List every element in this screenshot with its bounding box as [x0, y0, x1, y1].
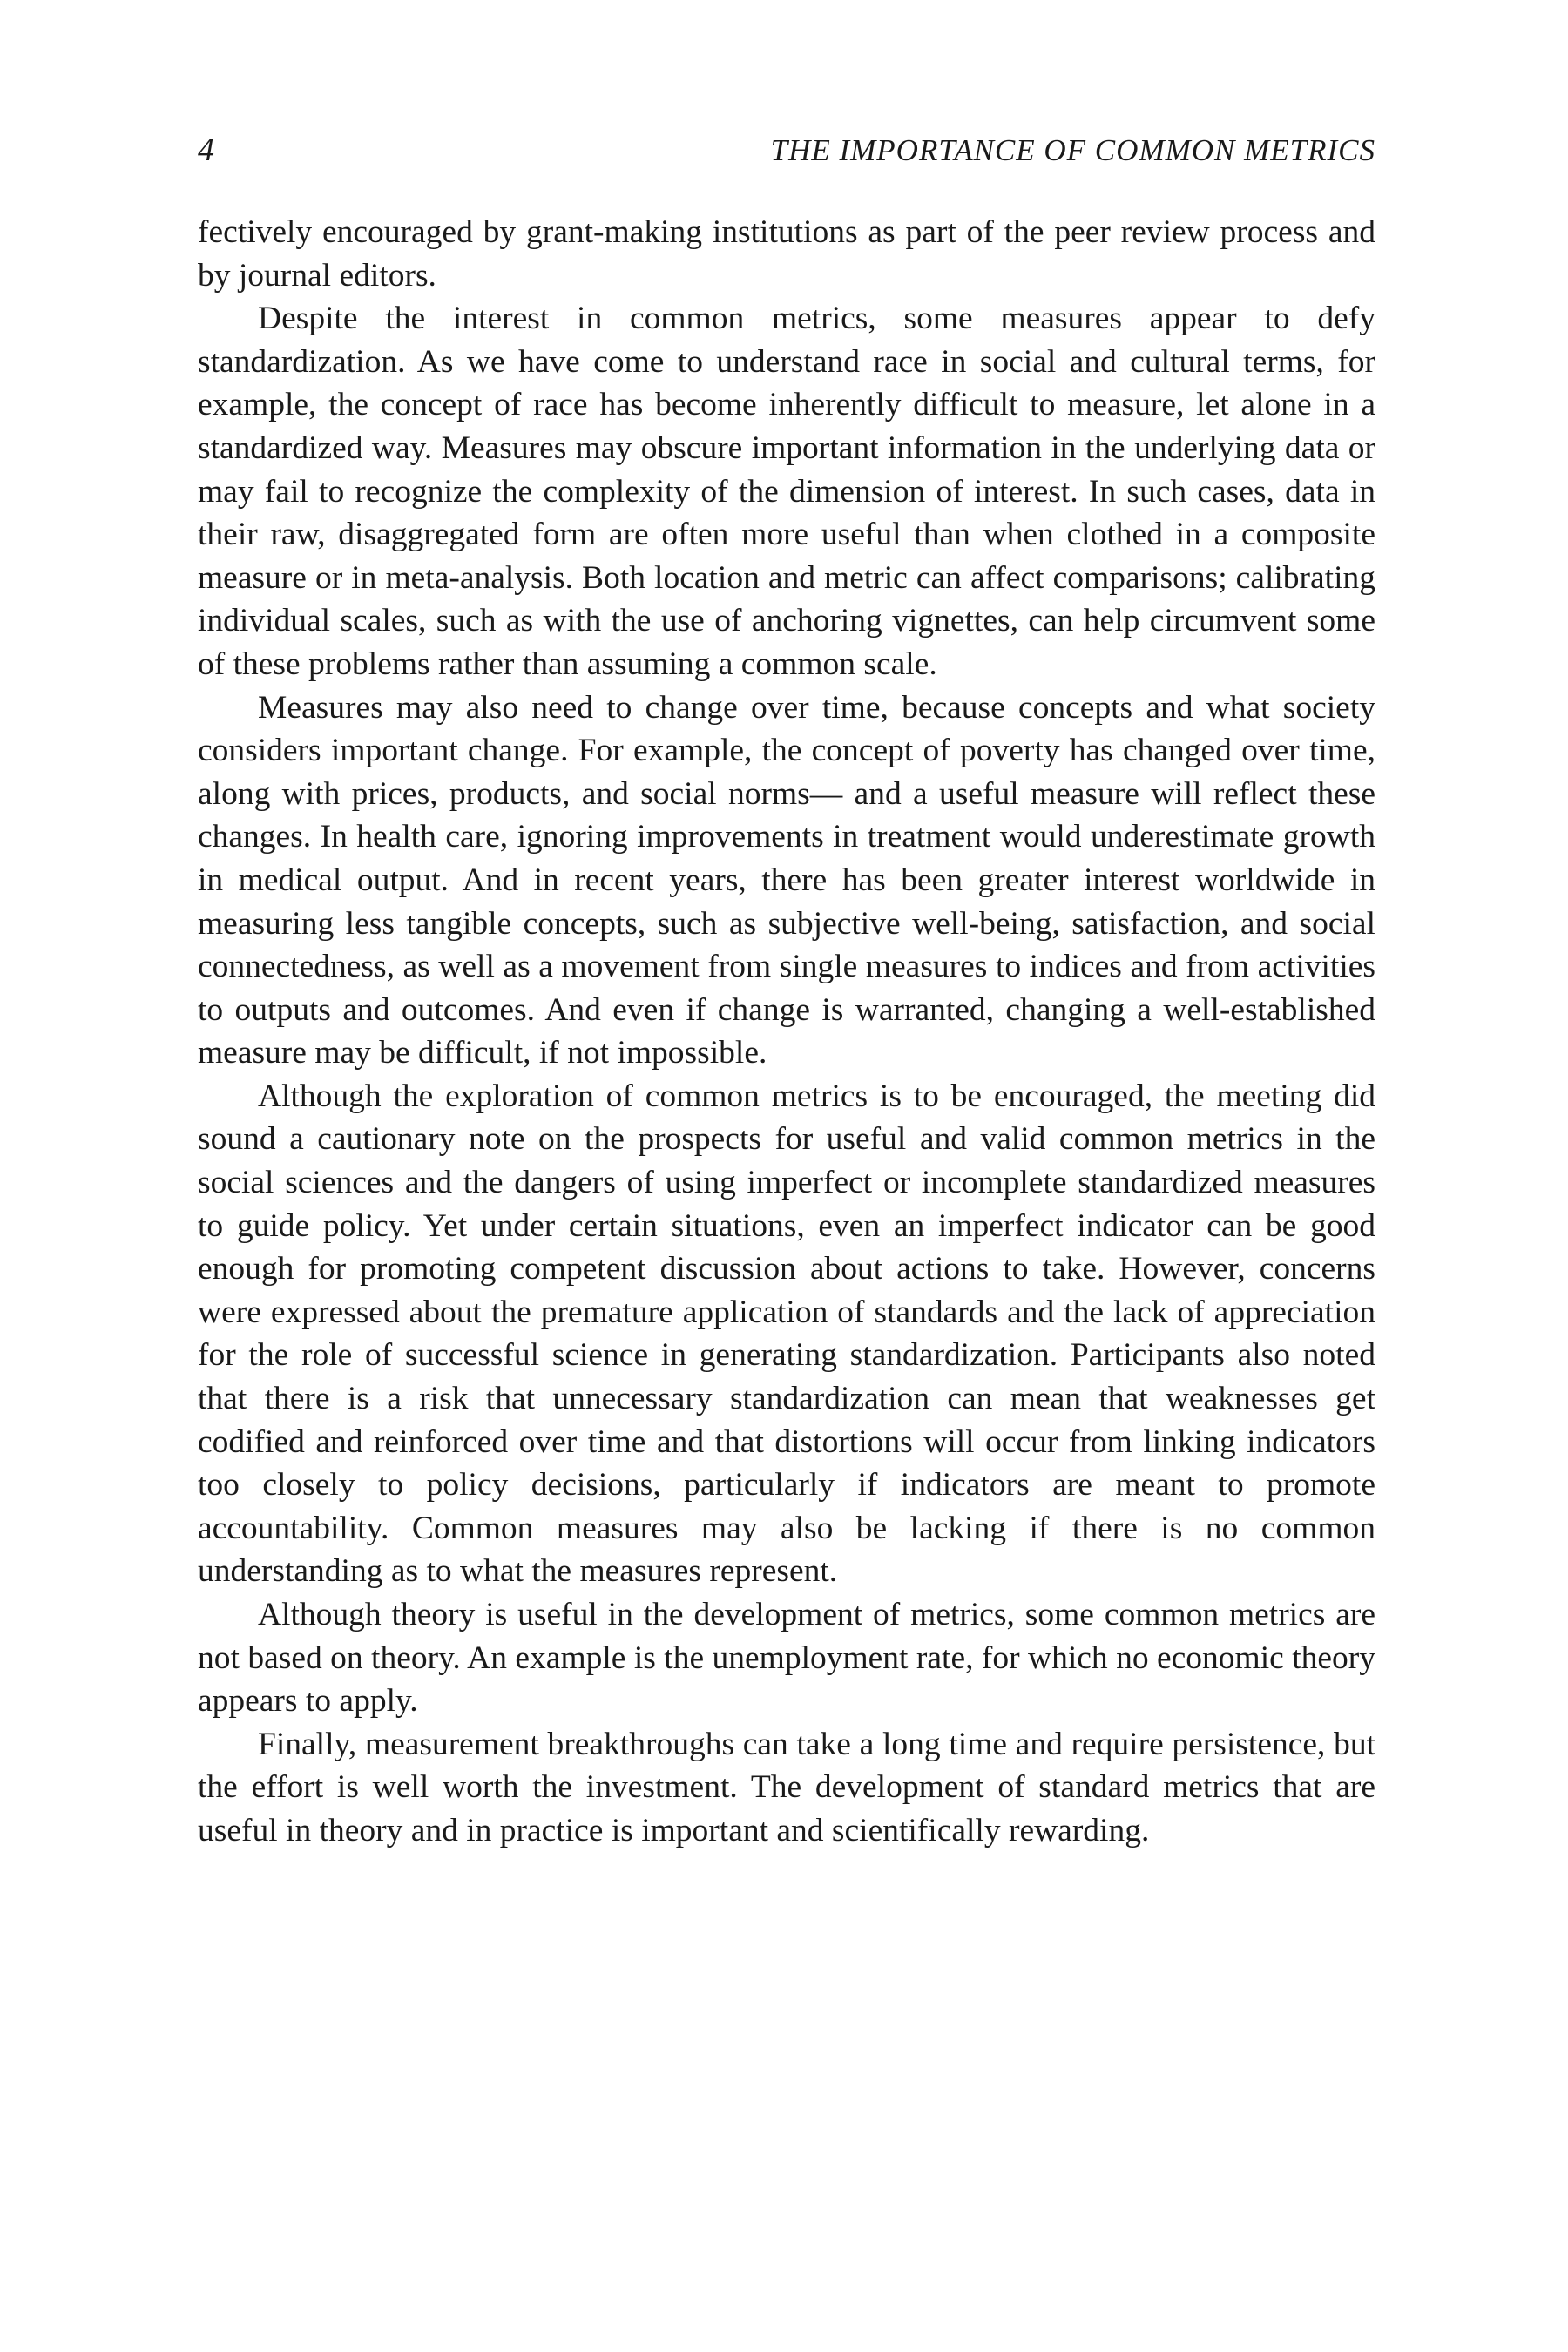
- paragraph-standardization: Despite the interest in common metrics, some measures appear to defy standardization. As we have come to understand race in social and cultural terms, for example, the concept of race has become inherently difficult to measure, let alone in a standardized way. Measures may obscure important information in the underlying data or may fail to recognize the complexity of the dimension of interest. In such cases, data in their raw, disaggregated form are often more useful than when clothed in a composite measure or in meta-analysis. Both location and metric can affect comparisons; calibrating individual scales, such as with the use of anchoring vignettes, can help circumvent some of these problems rather than assuming a common scale.: [198, 301, 1375, 682]
- paragraph-cautionary-note: Although the exploration of common metrics is to be encouraged, the meeting did sound a cautionary note on the prospects for useful and valid common metrics in the social sciences and the dangers of using imperfect or incomplete standardized measures to guide policy. Yet under certain situations, even an imperfect indicator can be good enough for promoting competent discussion about actions to take. However, concerns were expressed about the premature application of standards and the lack of appreciation for the role of successful science in generating standardization. Participants also noted that there is a risk that unnecessary standardization can mean that weaknesses get codified and reinforced over time and that distortions will occur from linking indicators too closely to policy decisions, particularly if indicators are meant to promote accountability. Common measures may also be lacking if there is no common understanding as to what the measures represent.: [198, 1078, 1375, 1590]
- page-number: 4: [198, 132, 214, 168]
- running-head: [198, 131, 1375, 185]
- book-page: [198, 131, 1375, 1853]
- running-title: THE IMPORTANCE OF COMMON METRICS: [770, 133, 1375, 167]
- body-text: [198, 211, 1375, 1853]
- paragraph-continuation: fectively encouraged by grant-making institutions as part of the peer review process and by journal editors.: [198, 214, 1375, 294]
- paragraph-theory: Although theory is useful in the development of metrics, some common metrics are not based on theory. An example is the unemployment rate, for which no economic theory appears to apply.: [198, 1597, 1375, 1720]
- paragraph-change-over-time: Measures may also need to change over time, because concepts and what society considers important change. For example, the concept of poverty has changed over time, along with prices, products, and social norms— and a useful measure will reflect these changes. In health care, ignoring improvements in treatment would underestimate growth in medical output. And in recent years, there has been greater interest worldwide in measuring less tangible concepts, such as subjective well-being, satisfaction, and social connectedness, as well as a movement from single measures to indices and from activities to outputs and outcomes. And even if change is warranted, changing a well-established measure may be difficult, if not impossible.: [198, 689, 1375, 1071]
- paragraph-conclusion: Finally, measurement breakthroughs can take a long time and require persistence, but the effort is well worth the investment. The development of standard metrics that are useful in theory and in practice is important and scientifically rewarding.: [198, 1726, 1375, 1848]
